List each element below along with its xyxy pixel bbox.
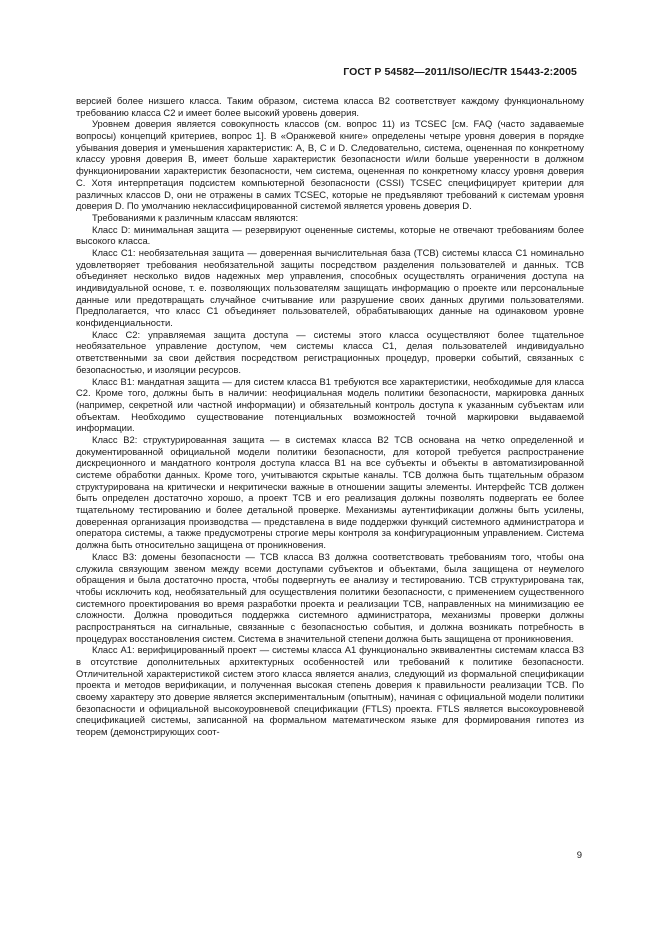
paragraph: Требованиями к различным классам являются: [92,211,299,223]
paragraph: Класс B1: мандатная защита — для систем класса B1 требуются все характеристики, необходимые для класса C2. Кроме того, должны быть в наличии: неофициальная модель политики безопасности, маркировка данных (например, секретной или частной информации) и обязательный контроль доступа к указанным субъектам или объектам. Необходимо существование потенциальных возможностей точной маркировки выдаваемой информации. [76,375,584,434]
document-header: ГОСТ Р 54582—2011/ISO/IEC/TR 15443-2:2005 [343,66,577,78]
paragraph: Класс A1: верифицированный проект — системы класса A1 функционально эквивалентны системам класса B3 в отсутствие дополнительных архитектурных особенностей или требований к политике безопасности. Отличительной характеристикой систем этого класса является анализ, следующий из формальной спецификации проекта и методов верификации, и полученная высокая степень доверия к правильности реализации TCB. По своему характеру это доверие является экспериментальным (опытным), начиная с официальной модели политики безопасности и официальной высокоуровневой спецификации (FTLS) проекта. FTLS является высокоуровневой спецификацией системы, записанной на формальном математическом языке для формирования гипотез из теорем (демонстрирующих соот- [76,644,584,738]
paragraph: версией более низшего класса. Таким образом, система класса В2 соответствует каждому функциональному требованию класса С2 и имеет более высокий уровень доверия. [76,95,584,118]
paragraph: Класс B2: структурированная защита — в системах класса B2 TCB основана на четко определенной и документированной официальной модели политики безопасности, для которой требуется распространение дискреционного и мандатного контроля доступа класса B1 на все субъекты и объекты в автоматизированной системе обработки данных. Кроме того, учитываются скрытые каналы. TCB должна быть тщательным образом структурирована на критически и некритически важные в отношении защиты элементы. Интерфейс TCB должен быть определен достаточно хорошо, а проект TCB и его реализация должны позволять подвергать ее более тщательному тестированию и более детальной проверке. Механизмы аутентификации должны быть усилены, доверенная организация производства — представлена в виде поддержки функций системного администратора и оператора системы, а также предусмотрены строгие меры контроля за конфигурационным управлением. Система должна быть относительно защищена от проникновения. [76,433,584,551]
paragraph: Класс C1: необязательная защита — доверенная вычислительная база (TCB) системы класса C1 номинально удовлетворяет требования необязательной защиты посредством разделения пользователей и данных. TCB объединяет несколько видов надежных мер управления, способных осуществлять ограничения доступа на индивидуальной основе, т. е. позволяющих пользователям защищать информацию о проекте или персональные данные или предотвращать случайное считывание или разрушение своих данных другими пользователями. Предполагается, что класс C1 объединяет пользователей, обрабатывающих данные на одинаковом уровне конфиденциальности. [76,246,584,329]
paragraph: Класс B3: домены безопасности — TCB класса B3 должна соответствовать требованиям того, чтобы она служила связующим звеном между всеми доступами субъектов и объектами, была защищена от неумелого обращения и была достаточно проста, чтобы подвергнуть ее анализу и тестированию. TCB структурирована так, чтобы исключить код, необязательный для осуществления политики безопасности, с применением существенного системного проектирования во время разработки проекта и реализации TCB, направленных на минимизацию ее сложности. Должна проводиться поддержка системного администратора, механизмы проверки должны распространяться на сигнальные, связанные с безопасностью события, и должна возникать потребность в процедурах восстановления систем. Система в значительной степени должна быть защищена от проникновения. [76,550,584,644]
paragraph: Класс C2: управляемая защита доступа — системы этого класса осуществляют более тщательное необязательное управление доступом, чем системы класса C1, делая пользователей индивидуально ответственными за свои действия посредством регистрационных процедур, проверки событий, связанных с безопасностью, и изоляции ресурсов. [76,328,584,375]
paragraph: Уровнем доверия является совокупность классов (см. вопрос 11) из TCSEC [см. FAQ (часто задаваемые вопросы) концепций критериев, вопрос 1]. В «Оранжевой книге» определены четыре уровня доверия в порядке убывания доверия и уменьшения характеристик: A, B, C и D. Следовательно, система, оцененная по конкретному классу уровня доверия В, имеет больше характеристик безопасности и/или больше уверенности в должном функционировании характеристик безопасности, чем система, оцененная по конкретному классу уровня доверия С. Хотя интерпретация подсистем компьютерной безопасности (CSSI) TCSEC специфицирует критерии для различных классов D, они не отражены в самих TCSEC, которые не предъявляют требований к системам уровня доверия D. По умолчанию неклассифицированной системой является уровень доверия D. [76,118,584,212]
paragraph: Класс D: минимальная защита — резервируют оцененные системы, которые не отвечают требованиям более высокого класса. [76,223,584,247]
body-text [76,95,584,738]
page-number: 9 [576,850,582,861]
